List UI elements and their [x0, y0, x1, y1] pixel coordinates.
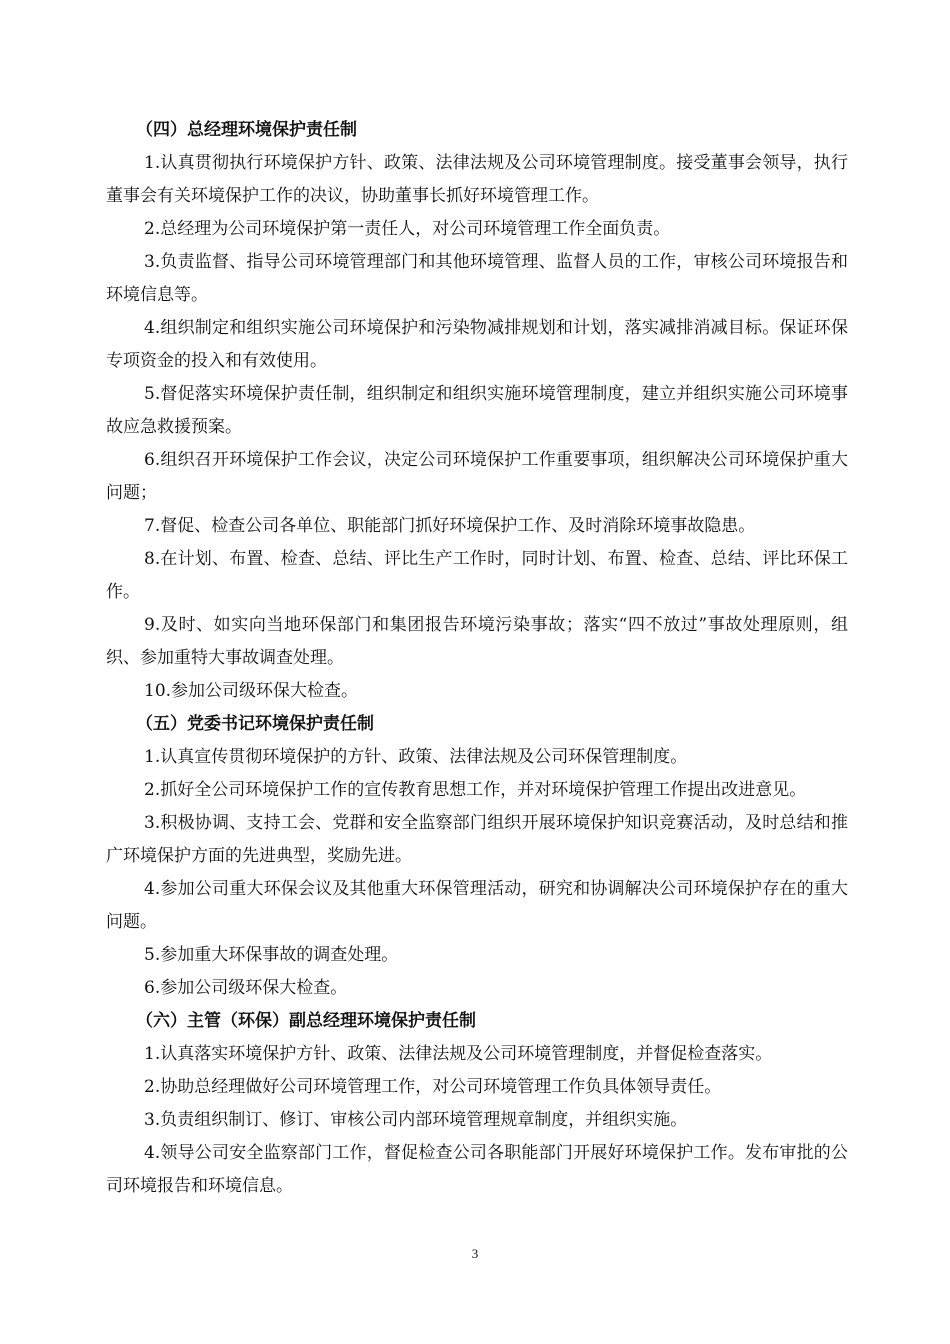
list-item: 1.认真落实环境保护方针、政策、法律法规及公司环境管理制度，并督促检查落实。 [144, 1044, 773, 1064]
section-heading: （四）总经理环境保护责任制 [136, 120, 357, 140]
list-item: 2.协助总经理做好公司环境管理工作，对公司环境管理工作负具体领导责任。 [144, 1077, 722, 1097]
list-item: 8.在计划、布置、检查、总结、评比生产工作时，同时计划、布置、检查、总结、评比环保工作。 [106, 549, 848, 602]
list-item: 10.参加公司级环保大检查。 [144, 681, 359, 701]
list-item: 4.组织制定和组织实施公司环境保护和污染物减排规划和计划，落实减排消减目标。保证环保专项资金的投入和有效使用。 [106, 318, 848, 371]
list-item: 5.督促落实环境保护责任制，组织制定和组织实施环境管理制度，建立并组织实施公司环境事故应急救援预案。 [106, 384, 848, 437]
list-item: 3.负责组织制订、修订、审核公司内部环境管理规章制度，并组织实施。 [144, 1110, 688, 1130]
list-item: 4.领导公司安全监察部门工作，督促检查公司各职能部门开展好环境保护工作。发布审批的公司环境报告和环境信息。 [106, 1143, 848, 1196]
list-item: 9.及时、如实向当地环保部门和集团报告环境污染事故；落实“四不放过”事故处理原则，组织、参加重特大事故调查处理。 [106, 615, 848, 668]
section-general-manager [106, 114, 848, 708]
list-item: 7.督促、检查公司各单位、职能部门抓好环境保护工作、及时消除环境事故隐患。 [144, 516, 756, 536]
section-party-secretary [106, 708, 848, 1005]
section-heading: （五）党委书记环境保护责任制 [136, 714, 374, 734]
section-heading: （六）主管（环保）副总经理环境保护责任制 [136, 1011, 476, 1031]
list-item: 4.参加公司重大环保会议及其他重大环保管理活动，研究和协调解决公司环境保护存在的重大问题。 [106, 879, 848, 932]
section-deputy-general-manager [106, 1005, 848, 1203]
list-item: 6.参加公司级环保大检查。 [144, 978, 348, 998]
list-item: 2.总经理为公司环境保护第一责任人，对公司环境管理工作全面负责。 [144, 219, 671, 239]
list-item: 2.抓好全公司环境保护工作的宣传教育思想工作，并对环境保护管理工作提出改进意见。 [144, 780, 807, 800]
page-number: 3 [471, 1246, 479, 1261]
list-item: 3.积极协调、支持工会、党群和安全监察部门组织开展环境保护知识竞赛活动，及时总结和推广环境保护方面的先进典型，奖励先进。 [106, 813, 848, 866]
list-item: 3.负责监督、指导公司环境管理部门和其他环境管理、监督人员的工作，审核公司环境报告和环境信息等。 [106, 252, 848, 305]
list-item: 6.组织召开环境保护工作会议，决定公司环境保护工作重要事项，组织解决公司环境保护重大问题； [106, 450, 848, 503]
document-body [106, 114, 848, 1203]
list-item: 1.认真贯彻执行环境保护方针、政策、法律法规及公司环境管理制度。接受董事会领导，执行董事会有关环境保护工作的决议，协助董事长抓好环境管理工作。 [106, 153, 848, 206]
list-item: 5.参加重大环保事故的调查处理。 [144, 945, 399, 965]
list-item: 1.认真宣传贯彻环境保护的方针、政策、法律法规及公司环保管理制度。 [144, 747, 688, 767]
